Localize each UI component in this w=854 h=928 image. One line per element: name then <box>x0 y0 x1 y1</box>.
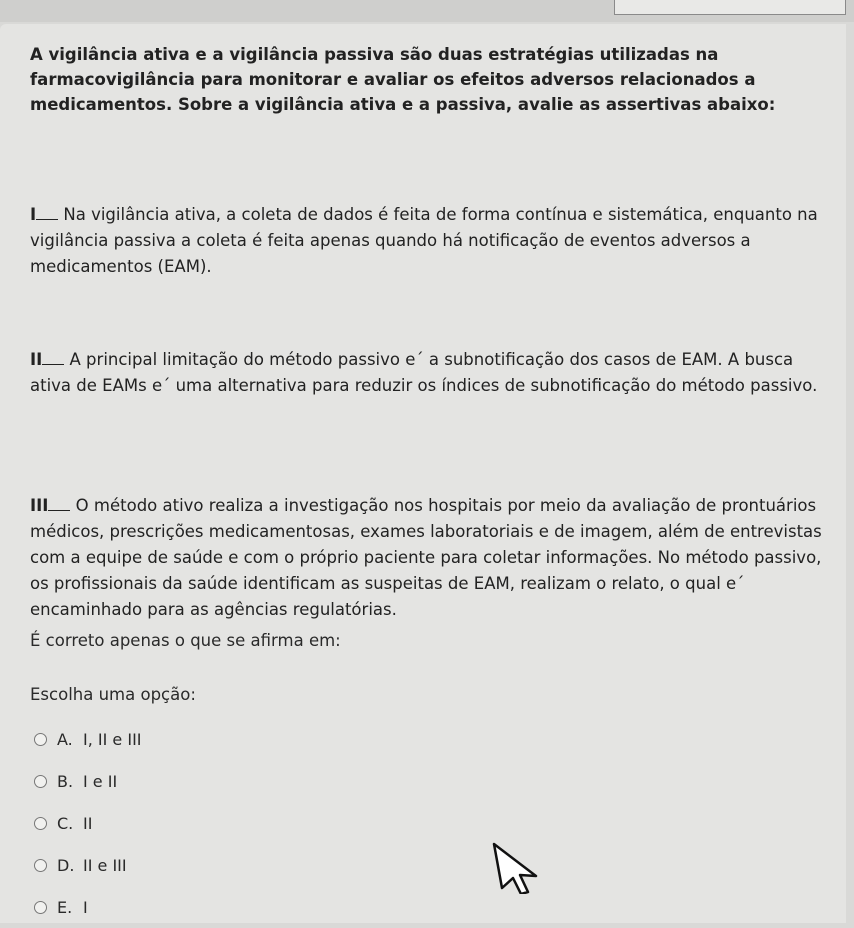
option-letter: D. <box>57 855 75 875</box>
radio-button[interactable] <box>34 817 47 830</box>
statement-number: III <box>30 496 49 515</box>
choose-label: Escolha uma opção: <box>30 685 196 704</box>
option-letter: A. <box>57 729 73 749</box>
option-letter: B. <box>57 771 74 791</box>
statement-number: II <box>30 350 43 369</box>
radio-button[interactable] <box>34 901 47 914</box>
question-content <box>30 42 830 917</box>
question-card <box>0 24 846 923</box>
option-text: II <box>83 813 93 833</box>
option-text: I <box>83 897 88 917</box>
option-c[interactable] <box>30 802 142 844</box>
option-letter: E. <box>57 897 73 917</box>
statement-1 <box>30 202 830 280</box>
statement-text: O método ativo realiza a investigação nos hospitais por meio da avaliação de prontuários médicos, prescrições medicamentosas, exames laboratoriais e de imagem, além de entrevistas com a equipe de saúde e com o próprio paciente para coletar informações. No método passivo, os profissionais da saúde identificam as suspeitas de EAM, realizam o relato, o qual e´ encaminhado para as agências regulatórias. <box>30 496 822 619</box>
radio-button[interactable] <box>34 733 47 746</box>
option-e[interactable] <box>30 886 142 928</box>
option-letter: C. <box>57 813 74 833</box>
statement-text: Na vigilância ativa, a coleta de dados é feita de forma contínua e sistemática, enquanto na vigilância passiva a coleta é feita apenas quando há notificação de eventos adversos a medicamentos (EAM). <box>30 205 818 276</box>
answer-blank <box>36 205 58 220</box>
top-bar <box>0 0 854 22</box>
top-box <box>614 0 846 15</box>
option-d[interactable] <box>30 844 142 886</box>
statement-number: I <box>30 205 37 224</box>
options-list <box>30 718 142 928</box>
answer-blank <box>42 350 64 365</box>
radio-button[interactable] <box>34 859 47 872</box>
mouse-pointer-icon <box>492 842 538 894</box>
radio-button[interactable] <box>34 775 47 788</box>
option-text: I e II <box>83 771 118 791</box>
answer-blank <box>48 496 70 511</box>
question-intro: A vigilância ativa e a vigilância passiva são duas estratégias utilizadas na farmacovigilância para monitorar e avaliar os efeitos adversos relacionados a medicamentos. Sobre a vigilância ativa e a passiva, avalie as assertivas abaixo: <box>30 45 776 114</box>
option-text: I, II e III <box>83 729 142 749</box>
statement-3 <box>30 493 830 623</box>
option-text: II e III <box>83 855 127 875</box>
option-b[interactable] <box>30 760 142 802</box>
option-a[interactable] <box>30 718 142 760</box>
statement-text: A principal limitação do método passivo e´ a subnotificação dos casos de EAM. A busca ativa de EAMs e´ uma alternativa para reduzir os índices de subnotificação do método passivo. <box>30 350 818 395</box>
question-conclusion: É correto apenas o que se afirma em: <box>30 631 341 650</box>
statement-2 <box>30 347 830 399</box>
